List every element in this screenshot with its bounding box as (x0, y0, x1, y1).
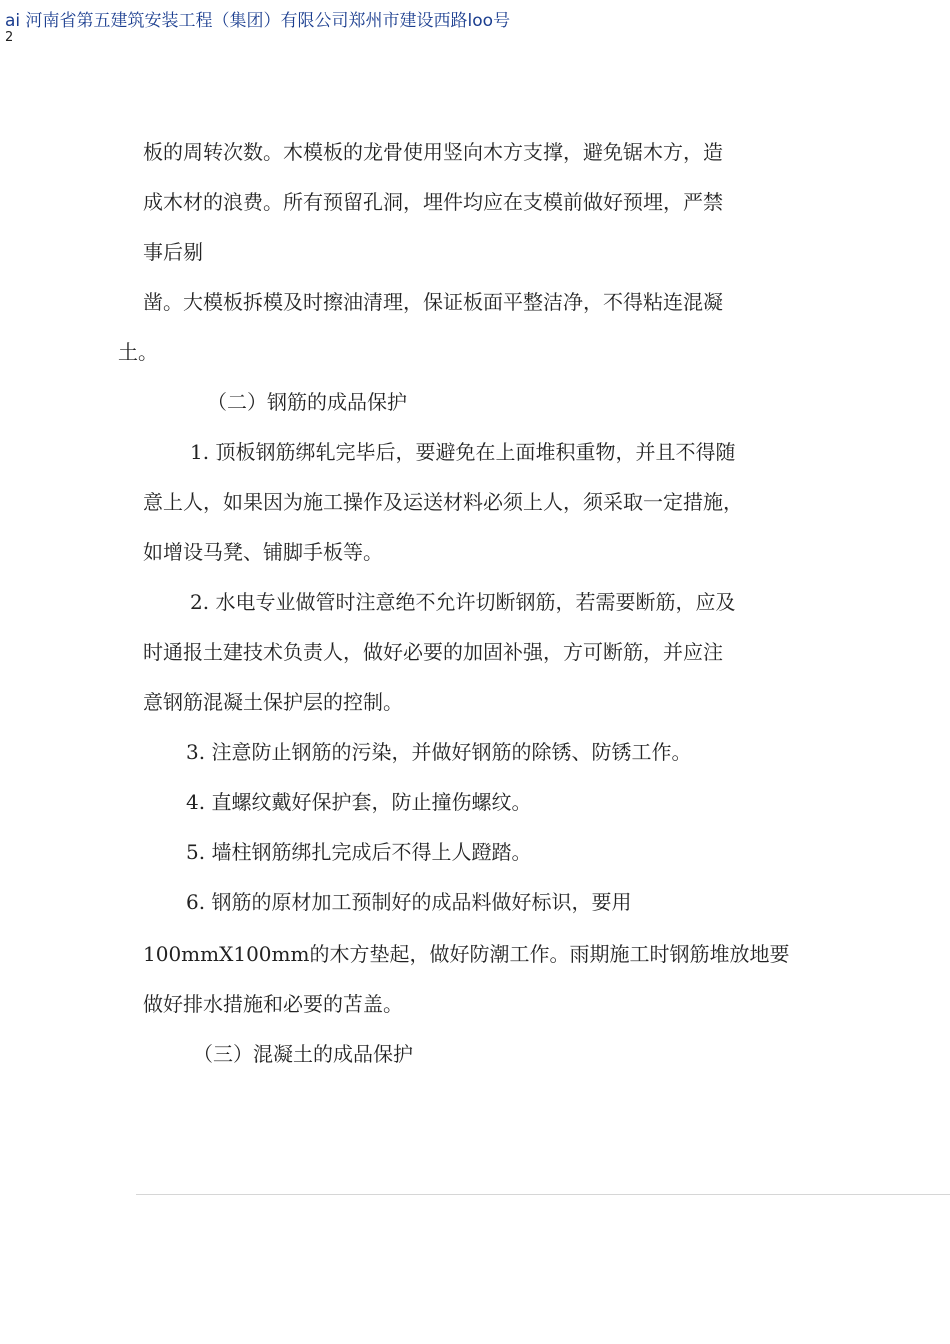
text-line: 事后剔 (143, 240, 203, 264)
text-line: 6. 钢筋的原材加工预制好的成品料做好标识，要用 (186, 890, 632, 914)
text-line: 时通报土建技术负责人，做好必要的加固补强，方可断筋，并应注 (143, 640, 723, 664)
text-line: 意上人，如果因为施工操作及运送材料必须上人，须采取一定措施， (143, 490, 743, 514)
header-company-address: 河南省第五建筑安装工程（集团）有限公司郑州市建设西路loo号 (25, 11, 511, 31)
header-prefix: ai (5, 11, 21, 31)
text-line: 板的周转次数。木模板的龙骨使用竖向木方支撑，避免锯木方，造 (143, 140, 723, 164)
section-heading: （三）混凝土的成品保护 (193, 1042, 413, 1066)
text-line: 100mmX100mm的木方垫起，做好防潮工作。雨期施工时钢筋堆放地要 (143, 942, 790, 966)
text-line: 5. 墙柱钢筋绑扎完成后不得上人蹬踏。 (186, 840, 532, 864)
text-line: 意钢筋混凝土保护层的控制。 (143, 690, 403, 714)
text-line: 成木材的浪费。所有预留孔洞，埋件均应在支模前做好预埋，严禁 (143, 190, 723, 214)
text-line: 2. 水电专业做管时注意绝不允许切断钢筋，若需要断筋，应及 (190, 590, 736, 614)
text-line: 3. 注意防止钢筋的污染，并做好钢筋的除锈、防锈工作。 (186, 740, 692, 764)
text-line: 做好排水措施和必要的苫盖。 (143, 992, 403, 1016)
document-header (5, 6, 510, 31)
text-line: 凿。大模板拆模及时擦油清理，保证板面平整洁净，不得粘连混凝 (143, 290, 723, 314)
text-line: 土。 (118, 340, 158, 364)
footer-divider (136, 1194, 950, 1195)
section-heading: （二）钢筋的成品保护 (207, 390, 407, 414)
page-number: 2 (5, 30, 14, 45)
text-line: 1. 顶板钢筋绑轧完毕后，要避免在上面堆积重物，并且不得随 (190, 440, 736, 464)
text-line: 4. 直螺纹戴好保护套，防止撞伤螺纹。 (186, 790, 532, 814)
text-line: 如增设马凳、铺脚手板等。 (143, 540, 383, 564)
